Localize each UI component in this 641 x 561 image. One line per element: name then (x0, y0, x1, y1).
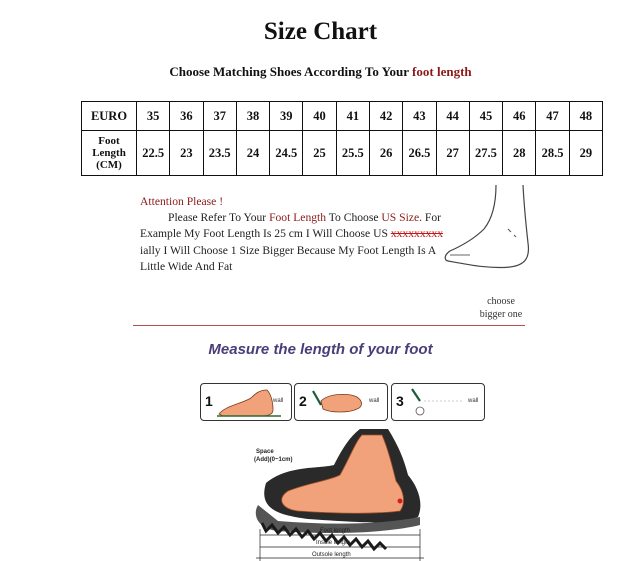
choose-bigger-label (470, 295, 532, 321)
step-2-number: 2 (299, 393, 307, 409)
foot-length-caption: Foot length (320, 528, 351, 534)
foot-length-cell: 26.5 (403, 131, 436, 176)
euro-size-cell: 36 (170, 102, 203, 131)
attention-body (140, 210, 452, 275)
foot-length-cell: 27 (436, 131, 469, 176)
size-table (81, 101, 603, 176)
measure-heading: Measure the length of your foot (208, 341, 433, 358)
foot-length-cell: 26 (369, 131, 402, 176)
foot-length-cell: 25.5 (336, 131, 369, 176)
subtitle (0, 64, 641, 80)
foot-length-header (82, 131, 137, 176)
foot-length-cell: 24.5 (270, 131, 303, 176)
step-1-box (200, 383, 292, 421)
subtitle-highlight: foot length (412, 64, 472, 79)
foot-label-3: (CM) (96, 159, 122, 171)
euro-size-cell: 48 (569, 102, 602, 131)
euro-size-cell: 41 (336, 102, 369, 131)
subtitle-text: Choose Matching Shoes According To Your (169, 64, 413, 79)
foot-length-cell: 25 (303, 131, 336, 176)
note-redacted: xxxxxxxxx (390, 227, 443, 241)
step-3-number: 3 (396, 393, 404, 409)
euro-size-cell: 46 (503, 102, 536, 131)
euro-size-cell: 44 (436, 102, 469, 131)
choose-line-2: bigger one (479, 309, 523, 320)
note-text-1: Please Refer To Your (168, 211, 270, 225)
foot-length-cell: 28.5 (536, 131, 569, 176)
note-text-5: . For Example My Foot Length Is 25 cm I Will Choose US (140, 211, 442, 241)
step-2-wall: wall (369, 398, 380, 404)
note-us-size: US Size (381, 211, 420, 225)
measure-icon (406, 387, 466, 417)
euro-size-cell: 38 (236, 102, 269, 131)
foot-label-2: Length (92, 147, 126, 159)
euro-size-cell: 35 (137, 102, 170, 131)
euro-size-cell: 39 (270, 102, 303, 131)
euro-size-cell: 37 (203, 102, 236, 131)
choose-line-1: choose (487, 296, 515, 307)
step-2-box (294, 383, 388, 421)
foot-length-cell: 23.5 (203, 131, 236, 176)
foot-length-cell: 22.5 (137, 131, 170, 176)
euro-size-cell: 40 (303, 102, 336, 131)
foot-length-cell: 24 (236, 131, 269, 176)
foot-label-1: Foot (98, 135, 120, 147)
divider (133, 325, 525, 326)
attention-note (140, 194, 452, 275)
outsole-length-caption: Outsole length (312, 552, 351, 558)
page-title: Size Chart (263, 18, 378, 45)
euro-size-cell: 45 (469, 102, 502, 131)
foot-length-row (82, 131, 603, 176)
step-3-wall: wall (468, 398, 479, 404)
step-1-number: 1 (205, 393, 213, 409)
space-label: Space (256, 449, 274, 455)
foot-sketch-icon (440, 185, 540, 275)
euro-row (82, 102, 603, 131)
space-add-label: (Add)(0~1cm) (254, 457, 293, 463)
note-text-7: ially I Will Choose 1 Size Bigger Because My Foot Length Is A Little Wide And Fat (140, 243, 436, 273)
foot-length-cell: 28 (503, 131, 536, 176)
note-text-3: To Choose (326, 211, 379, 225)
note-foot-length: Foot Length (269, 211, 327, 225)
step-3-box (391, 383, 485, 421)
attention-heading: Attention Please ! (140, 195, 224, 208)
euro-size-cell: 43 (403, 102, 436, 131)
foot-top-icon (309, 387, 369, 417)
foot-length-cell: 29 (569, 131, 602, 176)
euro-header: EURO (82, 102, 137, 131)
foot-length-cell: 27.5 (469, 131, 502, 176)
euro-size-cell: 47 (536, 102, 569, 131)
step-1-wall: wall (273, 398, 284, 404)
foot-length-cell: 23 (170, 131, 203, 176)
euro-size-cell: 42 (369, 102, 402, 131)
insole-length-caption: Insole length (316, 540, 351, 546)
